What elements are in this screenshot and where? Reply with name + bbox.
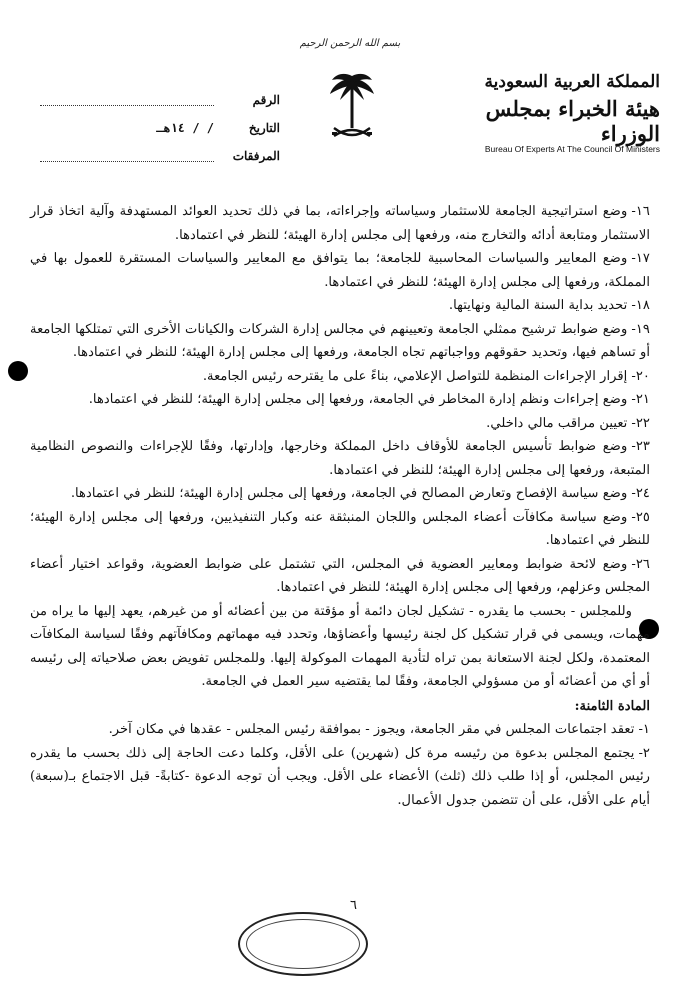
organization-name-english: Bureau Of Experts At The Council Of Ministers xyxy=(484,144,660,154)
list-item xyxy=(30,412,650,436)
page-number: ٦ xyxy=(350,898,357,913)
organization-bureau-arabic: هيئة الخبراء بمجلس الوزراء xyxy=(485,96,660,146)
item-text: وضع سياسة مكافآت أعضاء المجلس واللجان المنبثقة عنه وكبار التنفيذيين، ورفعها إلى مجلس إدارة الهيئة؛ للنظر في اعتمادها. xyxy=(30,509,650,548)
item-number: ٢٣- xyxy=(631,439,650,454)
item-number: ٢١- xyxy=(631,392,650,407)
article-heading: المادة الثامنة: xyxy=(574,698,650,714)
list-item xyxy=(30,388,650,412)
article-item xyxy=(30,718,650,742)
document-body xyxy=(30,200,650,812)
list-item xyxy=(30,294,650,318)
item-text: وضع سياسة الإفصاح وتعارض المصالح في الجامعة، ورفعها إلى مجلس إدارة الهيئة؛ للنظر في اعتمادها. xyxy=(70,486,628,501)
item-number: ١٦- xyxy=(631,204,650,219)
list-item xyxy=(30,318,650,365)
reference-label: الرقم xyxy=(252,93,280,107)
item-number: ١٨- xyxy=(631,298,650,313)
committees-paragraph: وللمجلس - بحسب ما يقدره - تشكيل لجان دائمة أو مؤقتة من بين أعضائه أو من غيرهم، يعهد إليها ما يراه من مهمات، ويسمى في قرار تشكيل كل لجنة رئيسها وأعضاؤها، وتحدد فيه مهماتهم ومكافآتهم وفقًا لسياسة المكافآت المعتمدة، ولكل لجنة الاستعانة بمن تراه لتأدية المهمات الموكولة إليها. وللمجلس تفويض بعض صلاحياته إلى رئيسه أو أي من أعضائه أو من مسؤولي الجامعة، وفقًا لما يقتضيه سير العمل في الجامعة. xyxy=(30,603,650,689)
item-number: ١٩- xyxy=(631,321,650,337)
article-item xyxy=(30,742,650,813)
item-text: إقرار الإجراءات المنظمة للتواصل الإعلامي، بناءً على ما يقترحه رئيس الجامعة. xyxy=(202,368,628,384)
basmala-calligraphy: بسم الله الرحمن الرحيم xyxy=(299,38,401,49)
item-text: يجتمع المجلس بدعوة من رئيسه مرة كل (شهرين) على الأقل، وكلما دعت الحاجة إلى ذلك بحسب ما يقدره رئيس المجلس، أو إذا طلب ذلك (ثلث) الأعضاء على الأقل. ويجب أن توجه الدعوة -كتابةً- قبل الاجتماع بـ(سبعة) أيام على الأقل، على أن تتضمن جدول الأعمال. xyxy=(30,745,650,808)
palm-swords-emblem-icon xyxy=(328,70,376,148)
item-number: ٢٢- xyxy=(631,415,650,431)
attachments-row xyxy=(40,142,280,170)
reference-row xyxy=(40,86,280,114)
list-item xyxy=(30,365,650,389)
item-text: تعقد اجتماعات المجلس في مقر الجامعة، ويجوز - بموافقة رئيس المجلس - عقدها في مكان آخر. xyxy=(108,722,635,737)
list-item xyxy=(30,247,650,294)
reference-line xyxy=(40,94,214,106)
margin-dot-left xyxy=(8,361,28,381)
item-text: وضع ضوابط تأسيس الجامعة للأوقاف داخل المملكة وخارجها، وإدارتها، وفقًا للإجراءات والنصوص النظامية المتبعة، ورفعها إلى مجلس إدارة الهيئة؛ للنظر في اعتمادها. xyxy=(30,439,650,478)
letterhead xyxy=(0,0,700,180)
item-number: ٢- xyxy=(638,745,650,761)
date-row xyxy=(40,114,280,142)
reference-block xyxy=(40,86,280,170)
date-value: / / ١٤هـ xyxy=(156,121,214,135)
list-item xyxy=(30,506,650,553)
stamp-inner-ring xyxy=(246,919,360,969)
official-stamp xyxy=(238,912,368,976)
item-text: وضع إجراءات ونظم إدارة المخاطر في الجامعة، ورفعها إلى مجلس إدارة الهيئة؛ للنظر في اعتمادها. xyxy=(88,392,628,407)
item-text: تعيين مراقب مالي داخلي. xyxy=(486,415,628,431)
list-item xyxy=(30,553,650,600)
item-text: وضع لائحة ضوابط ومعايير العضوية في المجلس، التي تشتمل على ضوابط العضوية، وقواعد اختيار أعضاء المجلس وعزلهم، ورفعها إلى مجلس إدارة الهيئة؛ للنظر في اعتمادها. xyxy=(30,556,650,595)
list-item xyxy=(30,435,650,482)
item-text: تحديد بداية السنة المالية ونهايتها. xyxy=(448,298,628,313)
item-text: وضع ضوابط ترشيح ممثلي الجامعة وتعيينهم في مجالس إدارة الشركات والكيانات الأخرى التي تمتلكها الجامعة أو تساهم فيها، وتحديد حقوقهم وواجباتهم تجاه الجامعة، ورفعها إلى مجلس إدارة الهيئة؛ للنظر في اعتمادها. xyxy=(30,321,650,360)
organization-name-arabic: المملكة العربية السعودية xyxy=(484,72,660,92)
item-text: وضع المعايير والسياسات المحاسبية للجامعة؛ بما يتوافق مع المعايير والسياسات المستقرة للعمول بها في المملكة، ورفعها إلى مجلس إدارة الهيئة؛ للنظر في اعتمادها. xyxy=(30,251,650,290)
attachments-line xyxy=(40,150,214,162)
item-number: ١٧- xyxy=(631,251,650,266)
item-number: ٢٤- xyxy=(631,486,650,501)
list-item xyxy=(30,200,650,247)
item-number: ٢٠- xyxy=(631,368,650,384)
attachments-label: المرفقات xyxy=(232,149,280,163)
item-number: ٢٥- xyxy=(631,509,650,525)
item-text: وضع استراتيجية الجامعة للاستثمار وسياساته وإجراءاته، بما في ذلك تحديد العوائد المستهدفة وآلية اتخاذ قرار الاستثمار ومتابعة أدائه والتخارج منه، ورفعها إلى مجلس إدارة الهيئة؛ للنظر في اعتمادها. xyxy=(30,204,650,243)
list-item xyxy=(30,482,650,506)
item-number: ٢٦- xyxy=(631,556,650,572)
item-number: ١- xyxy=(638,722,650,737)
date-label: التاريخ xyxy=(248,121,280,135)
